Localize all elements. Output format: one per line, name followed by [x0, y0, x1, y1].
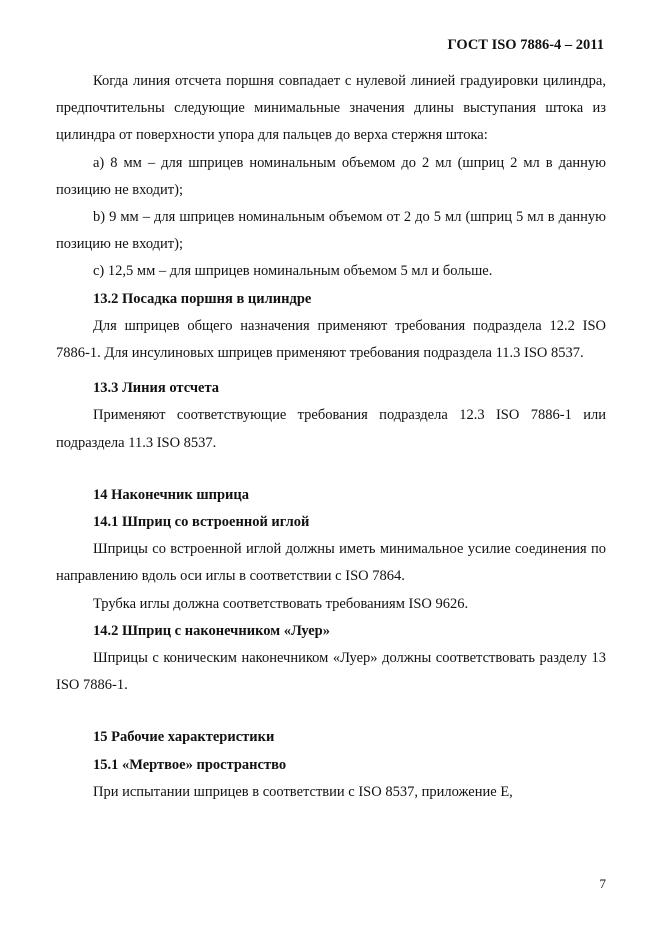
section-heading-15: 15 Рабочие характеристики — [93, 729, 275, 746]
paragraph-13-2: Для шприцев общего назначения применяют требования подраздела 12.2 ISO 7886-1. Для инсулиновых шприцев применяют требования подраздела 11.3 ISO 8537. — [56, 317, 606, 362]
section-heading-14-1: 14.1 Шприц со встроенной иглой — [93, 514, 310, 531]
section-heading-13-2: 13.2 Посадка поршня в цилиндре — [93, 290, 312, 307]
paragraph-13-3: Применяют соответствующие требования подраздела 12.3 ISO 7886-1 или подраздела 11.3 ISO 8537. — [56, 407, 606, 451]
list-item-a: а) 8 мм – для шприцев номинальным объемом до 2 мл (шприц 2 мл в данную позицию не входит); — [56, 154, 606, 198]
section-heading-15-1: 15.1 «Мертвое» пространство — [93, 756, 287, 773]
paragraph-14-1-b: Трубка иглы должна соответствовать требованиям ISO 9626. — [93, 595, 469, 612]
section-heading-14-2: 14.2 Шприц с наконечником «Луер» — [93, 622, 330, 639]
section-heading-13-3: 13.3 Линия отсчета — [93, 380, 220, 397]
list-item-c: c) 12,5 мм – для шприцев номинальным объемом 5 мл и больше. — [93, 263, 493, 280]
paragraph-plunger-protrusion: Когда линия отсчета поршня совпадает с нулевой линией градуировки цилиндра, предпочтительны следующие минимальные значения длины выступания штока из цилиндра от поверхности упора для пальцев до верха стержня штока: — [56, 73, 606, 144]
list-item-b: b) 9 мм – для шприцев номинальным объемом от 2 до 5 мл (шприц 5 мл в данную позицию не входит); — [56, 209, 606, 253]
paragraph-15-1: При испытании шприцев в соответствии с ISO 8537, приложение Е, — [93, 783, 513, 800]
section-heading-14: 14 Наконечник шприца — [93, 486, 249, 503]
document-header: ГОСТ ISO 7886-4 – 2011 — [447, 37, 604, 53]
document-body — [56, 68, 606, 806]
page-number: 7 — [599, 876, 606, 891]
paragraph-14-1-a: Шприцы со встроенной иглой должны иметь минимальное усилие соединения по направлению вдоль оси иглы в соответствии с ISO 7864. — [56, 541, 606, 585]
paragraph-14-2: Шприцы с коническим наконечником «Луер» должны соответствовать разделу 13 ISO 7886-1. — [56, 650, 606, 694]
